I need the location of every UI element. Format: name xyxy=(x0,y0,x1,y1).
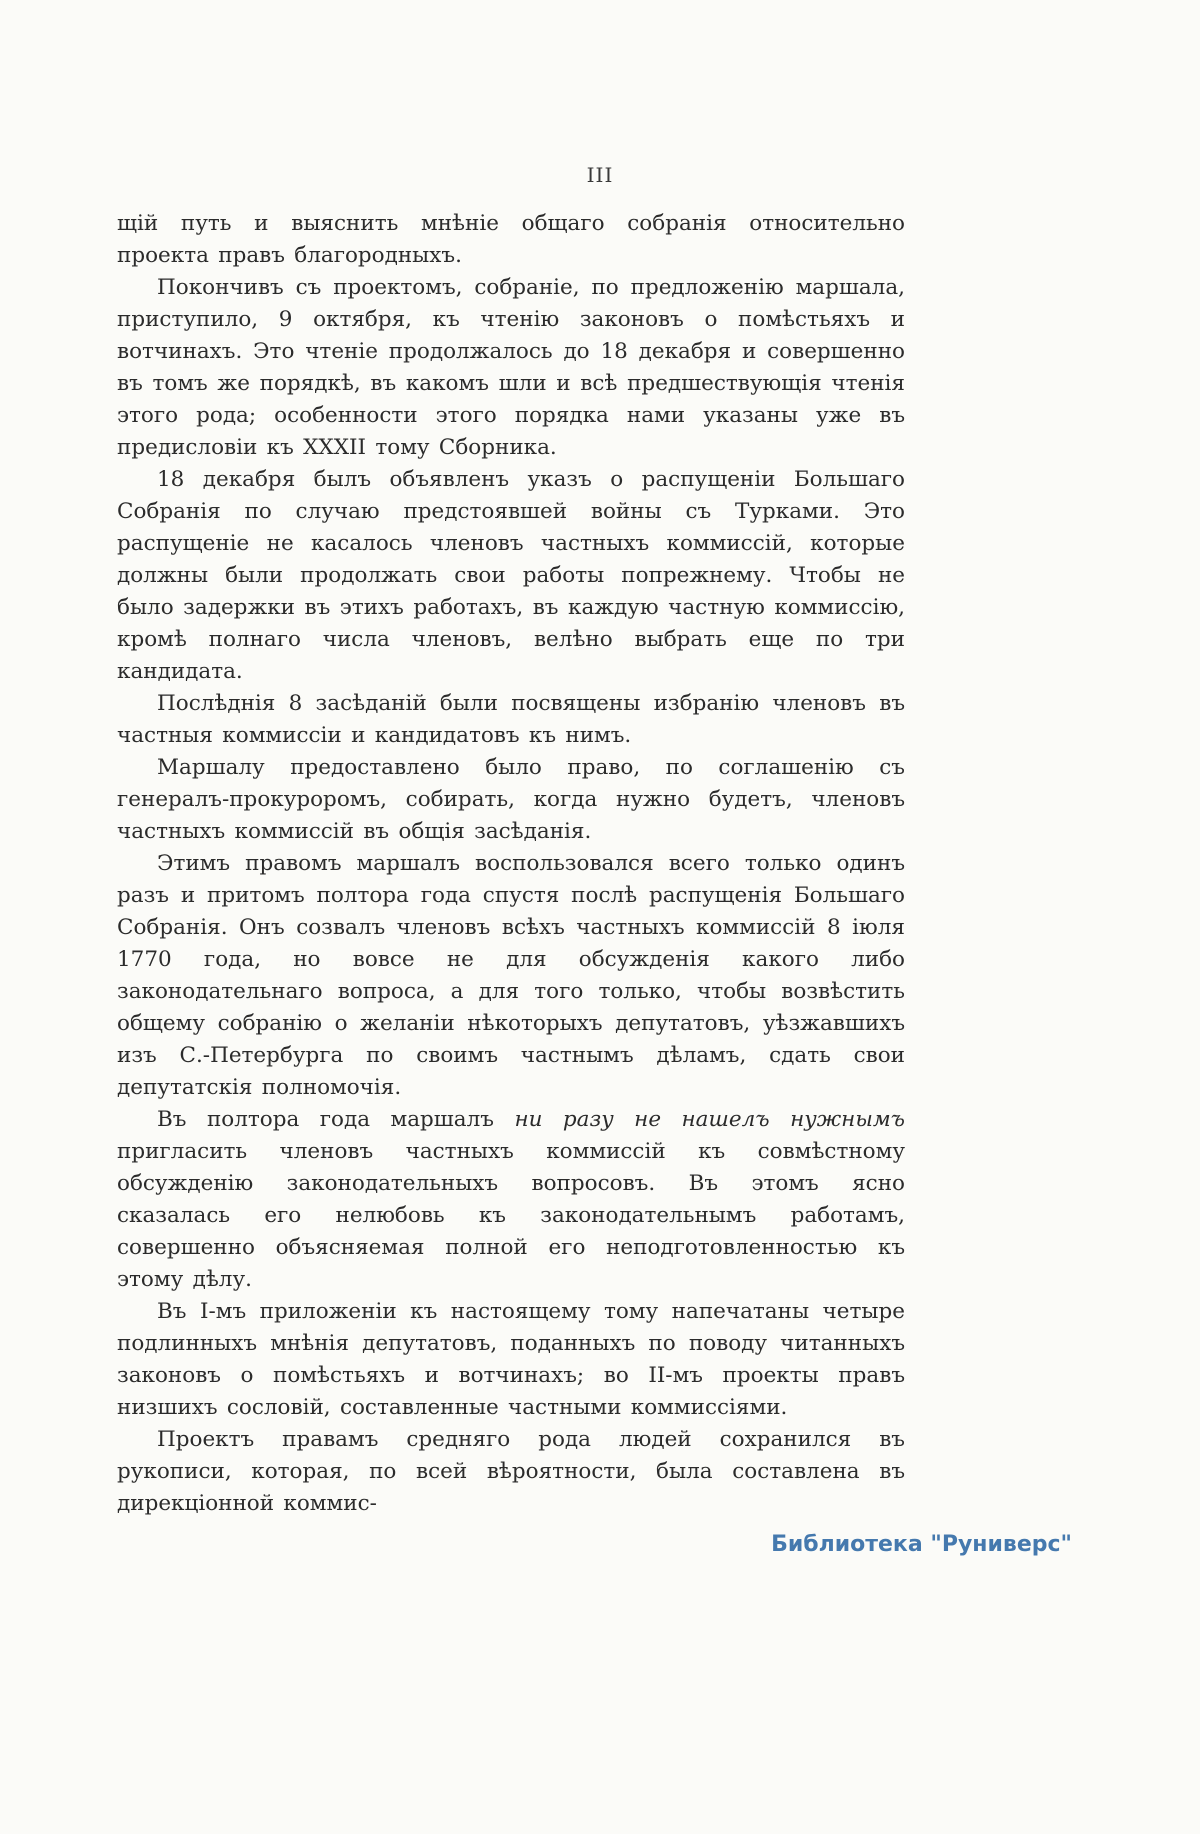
page-text xyxy=(117,208,905,1520)
text-segment: Этимъ правомъ маршалъ воспользовался всего только одинъ разъ и притомъ полтора года спустя послѣ распущенія Большаго Собранія. Онъ созвалъ членовъ всѣхъ частныхъ коммиссій 8 іюля 1770 года, но вовсе не для обсужденія какого либо законодательнаго вопроса, а для того только, чтобы возвѣстить общему собранію о желаніи нѣкоторыхъ депутатовъ, уѣзжавшихъ изъ С.-Петербурга по своимъ частнымъ дѣламъ, сдать свои депутатскія полномочія. xyxy=(117,851,905,1100)
paragraph xyxy=(117,1424,905,1520)
paragraph xyxy=(117,272,905,464)
paragraph xyxy=(117,688,905,752)
text-segment: Покончивъ съ проектомъ, собраніе, по предложенію маршала, приступило, 9 октября, къ чтенію законовъ о помѣстьяхъ и вотчинахъ. Это чтеніе продолжалось до 18 декабря и совершенно въ томъ же порядкѣ, въ какомъ шли и всѣ предшествующія чтенія этого рода; особенности этого порядка нами указаны уже въ предисловіи къ XXXII тому Сборника. xyxy=(117,275,905,460)
text-segment: щій путь и выяснить мнѣніе общаго собранія относительно проекта правъ благородныхъ. xyxy=(117,211,905,268)
text-segment: пригласить членовъ частныхъ коммиссій къ совмѣстному обсужденію законодательныхъ вопросовъ. Въ этомъ ясно сказалась его нелюбовь къ законодательнымъ работамъ, совершенно объясняемая полной его неподготовленностью къ этому дѣлу. xyxy=(117,1139,905,1292)
paragraph xyxy=(117,848,905,1104)
page-number: III xyxy=(586,163,614,187)
text-segment: Проектъ правамъ средняго рода людей сохранился въ рукописи, которая, по всей вѣроятности, была составлена въ дирекціонной коммис- xyxy=(117,1427,905,1516)
text-segment: Въ полтора года маршалъ xyxy=(157,1107,515,1132)
italic-text: ни разу не нашелъ нужнымъ xyxy=(514,1107,905,1132)
text-segment: Въ I-мъ приложеніи къ настоящему тому напечатаны четыре подлинныхъ мнѣнія депутатовъ, поданныхъ по поводу читанныхъ законовъ о помѣстьяхъ и вотчинахъ; во II-мъ проекты правъ низшихъ сословій, составленные частными коммиссіями. xyxy=(117,1299,905,1420)
library-watermark: Библиотека "Руниверс" xyxy=(771,1532,1072,1557)
paragraph xyxy=(117,1104,905,1296)
paragraph xyxy=(117,208,905,272)
paragraph xyxy=(117,1296,905,1424)
paragraph xyxy=(117,464,905,688)
text-segment: 18 декабря былъ объявленъ указъ о распущеніи Большаго Собранія по случаю предстоявшей войны съ Турками. Это распущеніе не касалось членовъ частныхъ коммиссій, которые должны были продолжать свои работы попрежнему. Чтобы не было задержки въ этихъ работахъ, въ каждую частную коммиссію, кромѣ полнаго числа членовъ, велѣно выбрать еще по три кандидата. xyxy=(117,467,905,684)
paragraph xyxy=(117,752,905,848)
text-segment: Послѣднія 8 засѣданій были посвящены избранію членовъ въ частныя коммиссіи и кандидатовъ къ нимъ. xyxy=(117,691,905,748)
text-segment: Маршалу предоставлено было право, по соглашенію съ генералъ-прокуроромъ, собирать, когда нужно будетъ, членовъ частныхъ коммиссій въ общія засѣданія. xyxy=(117,755,905,844)
